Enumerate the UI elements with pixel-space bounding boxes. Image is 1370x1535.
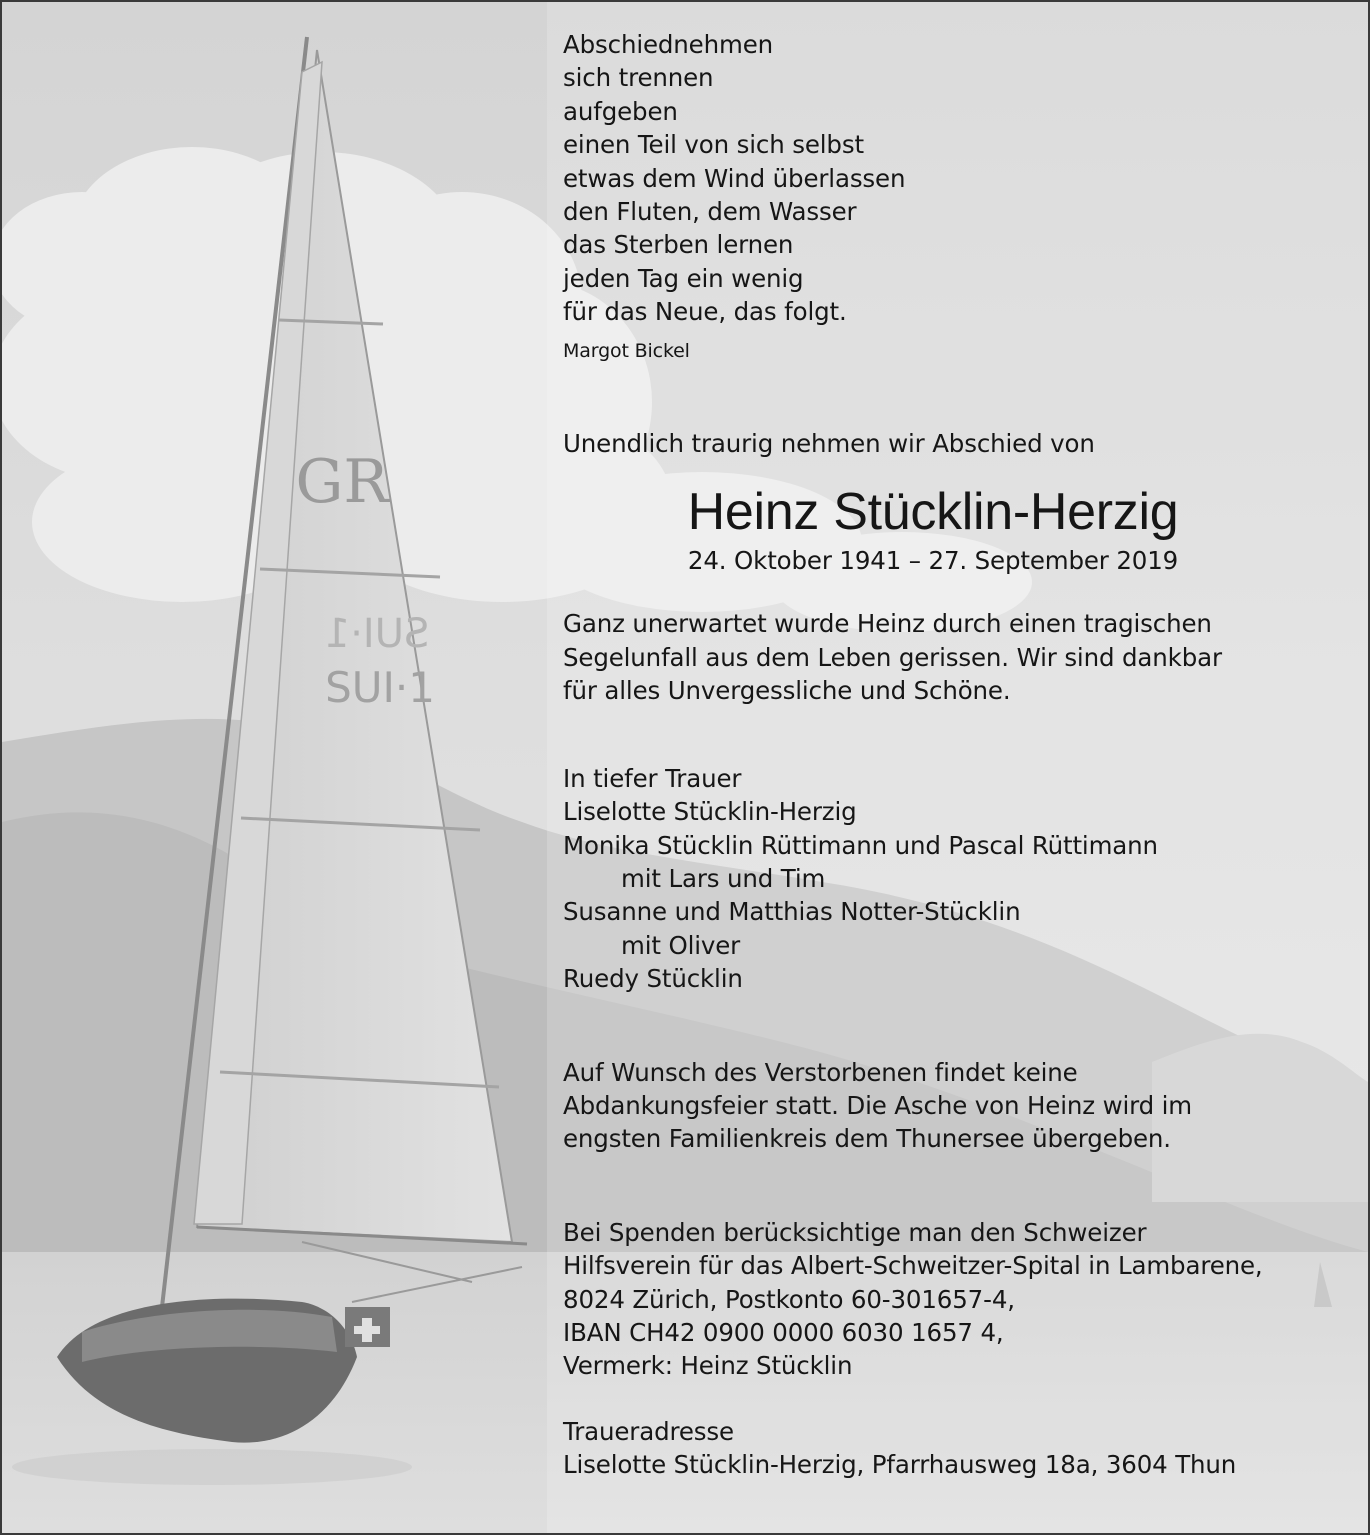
ceremony-line: engsten Familienkreis dem Thunersee übergeben. <box>563 1124 1171 1154</box>
intro-text: Unendlich traurig nehmen wir Abschied von <box>563 428 1095 458</box>
donation-info <box>563 1216 1353 1383</box>
donation-line: 8024 Zürich, Postkonto 60-301657-4, <box>563 1284 1015 1314</box>
life-dates: 24. Oktober 1941 – 27. September 2019 <box>687 546 1179 576</box>
message-line: Ganz unerwartet wurde Heinz durch einen tragischen <box>563 609 1212 639</box>
notice-text <box>563 28 1353 1482</box>
poem-line: jeden Tag ein wenig <box>563 263 804 293</box>
donation-line: Bei Spenden berücksichtige man den Schweizer <box>563 1217 1147 1247</box>
sail-number: SUI·1 <box>325 663 435 712</box>
poem-line: den Fluten, dem Wasser <box>563 197 857 227</box>
sail-number-mirrored: SUI·1 <box>324 611 430 657</box>
mourner-entry: mit Lars und Tim <box>621 863 826 893</box>
poem <box>563 28 1353 363</box>
poem-line: sich trennen <box>563 63 714 93</box>
mourners-heading: In tiefer Trauer <box>563 763 742 793</box>
message-line: für alles Unvergessliche und Schöne. <box>563 676 1011 706</box>
mourner-entry: mit Oliver <box>621 930 741 960</box>
mourner-entry: Monika Stücklin Rüttimann und Pascal Rüttimann <box>563 830 1158 860</box>
poem-author: Margot Bickel <box>563 339 690 362</box>
mourner-entry: Susanne und Matthias Notter-Stücklin <box>563 897 1021 927</box>
ceremony-info <box>563 1056 1353 1156</box>
mourner-entry: Ruedy Stücklin <box>563 964 743 994</box>
poem-line: für das Neue, das folgt. <box>563 297 847 327</box>
ceremony-line: Auf Wunsch des Verstorbenen findet keine <box>563 1057 1078 1087</box>
poem-line: aufgeben <box>563 96 678 126</box>
donation-line: Vermerk: Heinz Stücklin <box>563 1351 853 1381</box>
poem-line: das Sterben lernen <box>563 230 794 260</box>
mourner-entry: Liselotte Stücklin-Herzig <box>563 797 857 827</box>
address-heading: Traueradresse <box>563 1416 734 1446</box>
sail-emblem: GR <box>295 447 389 517</box>
poem-line: Abschiednehmen <box>563 30 774 59</box>
mourning-address <box>563 1415 1353 1482</box>
donation-line: IBAN CH42 0900 0000 6030 1657 4, <box>563 1317 1004 1347</box>
message-line: Segelunfall aus dem Leben gerissen. Wir sind dankbar <box>563 642 1222 672</box>
address-line: Liselotte Stücklin-Herzig, Pfarrhausweg 18a, 3604 Thun <box>563 1450 1237 1480</box>
deceased-name: Heinz Stücklin-Herzig <box>687 483 1179 542</box>
poem-line: einen Teil von sich selbst <box>563 130 864 160</box>
mourners <box>563 762 1353 996</box>
poem-line: etwas dem Wind überlassen <box>563 163 906 193</box>
ceremony-line: Abdankungsfeier statt. Die Asche von Heinz wird im <box>563 1090 1193 1120</box>
donation-line: Hilfsverein für das Albert-Schweitzer-Spital in Lambarene, <box>563 1251 1263 1281</box>
message <box>563 607 1353 707</box>
